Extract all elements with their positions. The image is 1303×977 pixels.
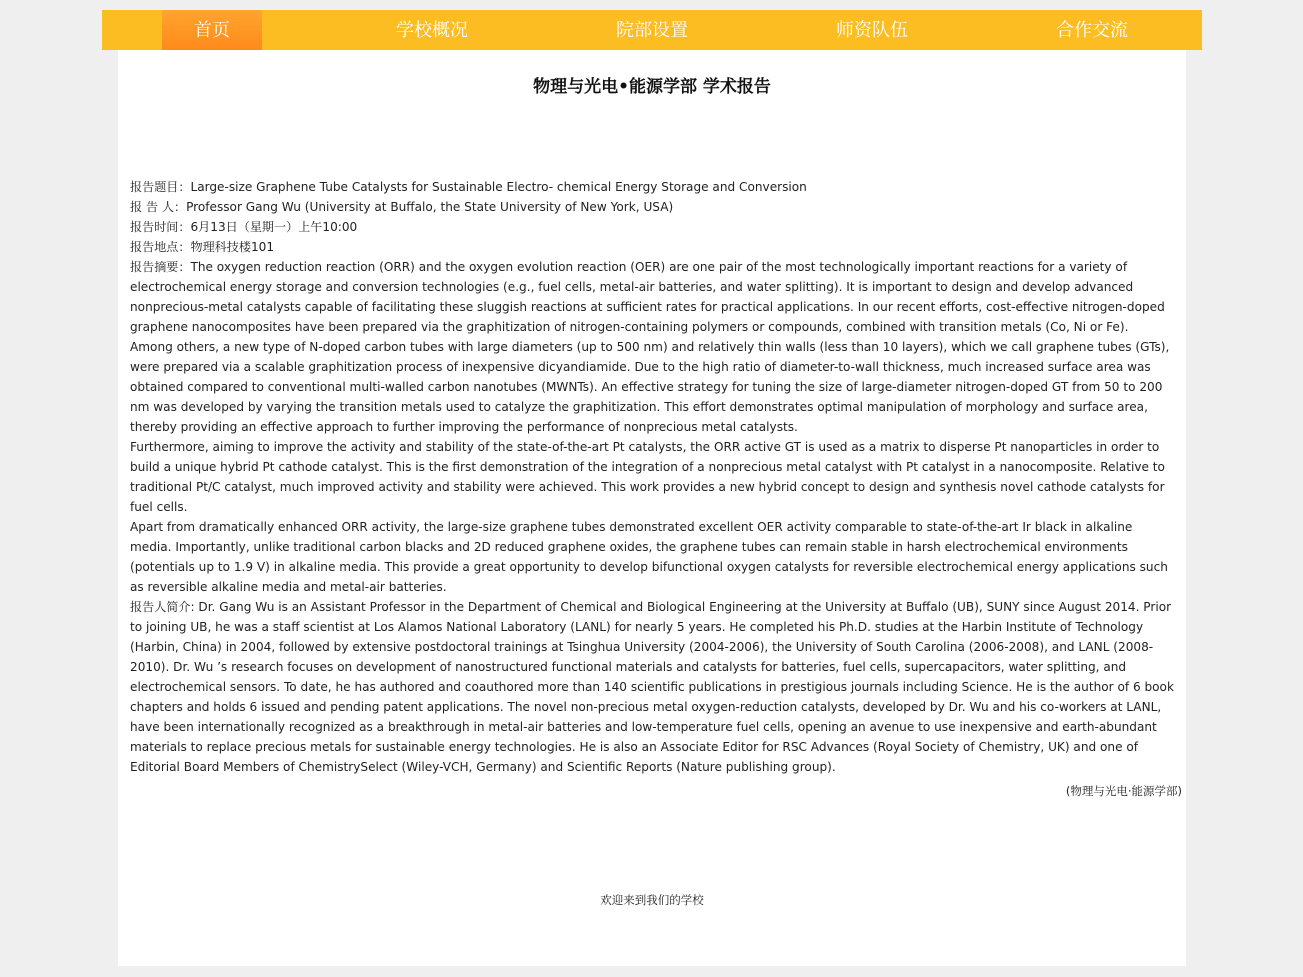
article-body [130,177,1174,777]
footer-welcome: 欢迎来到我们的学校 [600,893,704,907]
content-panel [118,50,1186,966]
nav-item-cooperation[interactable]: 合作交流 [1056,20,1128,41]
report-speaker: 报 告 人：Professor Gang Wu (University at Buffalo, the State University of New York, USA) [130,200,674,214]
report-abstract-paragraph: 报告摘要：The oxygen reduction reaction (ORR) and the oxygen evolution reaction (OER) are one pair of the most technologically important reactions for a variety of electrochemical energy storage and conversion technologies (e.g., fuel cells, metal-air batteries, and water splitting). It is important to design and develop advanced nonprecious-metal catalysts capable of facilitating these sluggish reactions at sufficient rates for practical applications. In our recent efforts, cost-effective nitrogen-doped graphene nanocomposites have been prepared via the graphitization of nitrogen-containing polymers or compounds, combined with transition metals (Co, Ni or Fe). Among others, a new type of N-doped carbon tubes with large diameters (up to 500 nm) and relatively thin walls (less than 10 layers), which we call graphene tubes (GTs), were prepared via a scalable graphitization process of inexpensive dicyandiamide. Due to the high ratio of diameter-to-wall thickness, much increased surface area was obtained compared to conventional multi-walled carbon nanotubes (MWNTs). An effective strategy for tuning the size of large-diameter nitrogen-doped GT from 50 to 200 nm was developed by varying the transition metals used to catalyze the graphitization. This effort demonstrates optimal manipulation of morphology and surface area, thereby providing an effective approach to further improving the performance of nonprecious metal catalysts. [130,260,1170,434]
article-source: (物理与光电·能源学部) [1065,784,1182,798]
report-abstract-paragraph: Apart from dramatically enhanced ORR activity, the large-size graphene tubes demonstrated excellent OER activity comparable to state-of-the-art Ir black in alkaline media. Importantly, unlike traditional carbon blacks and 2D reduced graphene oxides, the graphene tubes can remain stable in harsh electrochemical environments (potentials up to 1.9 V) in alkaline media. This provide a great opportunity to develop bifunctional oxygen catalysts for reversible electrochemical energy applications such as reversible alkaline media and metal-air batteries. [130,520,1168,594]
page-title: 物理与光电•能源学部 学术报告 [533,77,771,97]
nav-item-home[interactable]: 首页 [162,10,262,50]
nav-item-faculty[interactable]: 师资队伍 [836,20,908,41]
report-time: 报告时间：6月13日（星期一）上午10:00 [130,220,358,234]
nav-item-school-overview[interactable]: 学校概况 [396,20,468,41]
speaker-bio: 报告人简介: Dr. Gang Wu is an Assistant Professor in the Department of Chemical and Biological Engineering at the University at Buffalo (UB), SUNY since August 2014. Prior to joining UB, he was a staff scientist at Los Alamos National Laboratory (LANL) for nearly 5 years. He completed his Ph.D. studies at the Harbin Institute of Technology (Harbin, China) in 2004, followed by extensive postdoctoral trainings at Tsinghua University (2004-2006), the University of South Carolina (2006-2008), and LANL (2008-2010). Dr. Wu ’s research focuses on development of nanostructured functional materials and catalysts for batteries, fuel cells, supercapacitors, water splitting, and electrochemical sensors. To date, he has authored and coauthored more than 140 scientific publications in prestigious journals including Science. He is the author of 6 book chapters and holds 6 issued and pending patent applications. The novel non-precious metal oxygen-reduction catalysts, developed by Dr. Wu and his co-workers at LANL, have been internationally recognized as a breakthrough in metal-air batteries and low-temperature fuel cells, opening an avenue to use inexpensive and earth-abundant materials to replace precious metals for sustainable energy technologies. He is also an Associate Editor for RSC Advances (Royal Society of Chemistry, UK) and one of Editorial Board Members of ChemistrySelect (Wiley-VCH, Germany) and Scientific Reports (Nature publishing group). [130,600,1174,774]
top-nav [102,10,1202,50]
report-abstract-paragraph: Furthermore, aiming to improve the activity and stability of the state-of-the-art Pt catalysts, the ORR active GT is used as a matrix to disperse Pt nanoparticles in order to build a unique hybrid Pt cathode catalyst. This is the first demonstration of the integration of a nonprecious metal catalyst with Pt catalyst in a nanocomposite. Relative to traditional Pt/C catalyst, much improved activity and stability were achieved. This work provides a new hybrid concept to design and synthesis novel cathode catalysts for fuel cells. [130,440,1165,514]
nav-item-departments[interactable]: 院部设置 [616,20,688,41]
report-location: 报告地点：物理科技楼101 [130,240,275,254]
report-topic: 报告题目：Large-size Graphene Tube Catalysts for Sustainable Electro- chemical Energy Storage and Conversion [130,180,807,194]
